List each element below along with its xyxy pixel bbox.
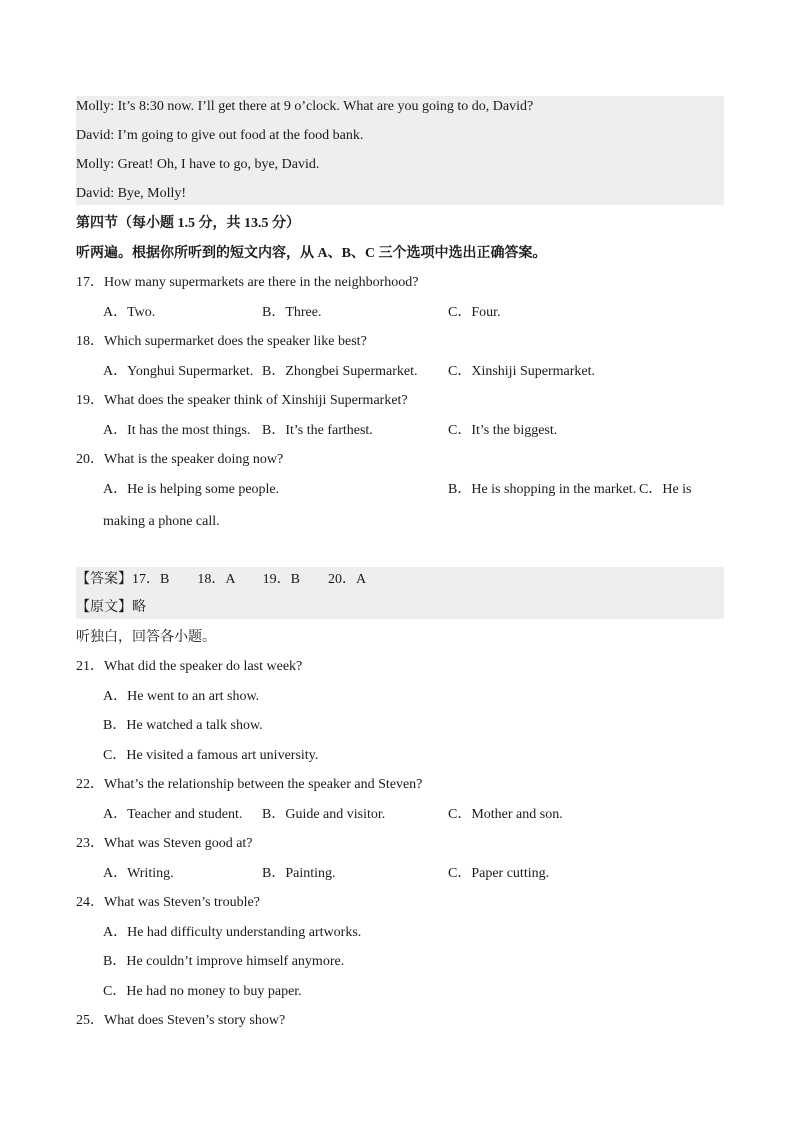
question-stem: 24．What was Steven’s trouble? bbox=[76, 895, 260, 910]
option-b: B．Zhongbei Supermarket. bbox=[262, 364, 418, 379]
option-b: B．He is shopping in the market. bbox=[448, 482, 637, 497]
option-c: C．It’s the biggest. bbox=[448, 423, 558, 438]
option-b: B．Three. bbox=[262, 305, 322, 320]
option-c: C．Xinshiji Supermarket. bbox=[448, 364, 595, 379]
question-stem: 19．What does the speaker think of Xinshiji Supermarket? bbox=[76, 393, 408, 408]
option-b: B．Painting. bbox=[262, 866, 336, 881]
option-a: A．He is helping some people. bbox=[103, 482, 280, 497]
question-stem: 21．What did the speaker do last week? bbox=[76, 659, 303, 674]
option-a: A．Writing. bbox=[103, 866, 174, 881]
dialogue-line: Molly: It’s 8:30 now. I’ll get there at 9 o’clock. What are you going to do, David? bbox=[76, 99, 534, 114]
option-a: A．It has the most things. bbox=[103, 423, 251, 438]
option-c: C．Mother and son. bbox=[448, 807, 563, 822]
section-heading: 第四节（每小题 1.5 分，共 13.5 分） bbox=[76, 216, 300, 231]
option-b: B．Guide and visitor. bbox=[262, 807, 386, 822]
option-c: C．Paper cutting. bbox=[448, 866, 550, 881]
option-a: A．He went to an art show. bbox=[103, 689, 260, 704]
option-a: A．Yonghui Supermarket. bbox=[103, 364, 254, 379]
option-b: B．It’s the farthest. bbox=[262, 423, 373, 438]
question-stem: 18．Which supermarket does the speaker like best? bbox=[76, 334, 367, 349]
question-stem: 22．What’s the relationship between the speaker and Steven? bbox=[76, 777, 423, 792]
option-c: C．He visited a famous art university. bbox=[103, 748, 319, 763]
dialogue-line: Molly: Great! Oh, I have to go, bye, David. bbox=[76, 157, 320, 172]
section-instruction: 听两遍。根据你所听到的短文内容，从 A、B、C 三个选项中选出正确答案。 bbox=[76, 246, 547, 261]
monologue-intro: 听独白，回答各小题。 bbox=[76, 630, 216, 645]
option-c: C．Four. bbox=[448, 305, 501, 320]
original-text-line: 【原文】略 bbox=[76, 600, 146, 615]
question-stem: 20．What is the speaker doing now? bbox=[76, 452, 284, 467]
option-b: B．He watched a talk show. bbox=[103, 718, 263, 733]
question-stem: 17．How many supermarkets are there in the neighborhood? bbox=[76, 275, 419, 290]
question-stem: 25．What does Steven’s story show? bbox=[76, 1013, 286, 1028]
option-a: A．Two. bbox=[103, 305, 156, 320]
dialogue-line: David: Bye, Molly! bbox=[76, 186, 187, 201]
dialogue-line: David: I’m going to give out food at the food bank. bbox=[76, 128, 364, 143]
option-a: A．He had difficulty understanding artworks. bbox=[103, 925, 362, 940]
option-c-continuation: making a phone call. bbox=[103, 514, 220, 529]
option-c: C．He is bbox=[639, 482, 692, 497]
option-c: C．He had no money to buy paper. bbox=[103, 984, 302, 999]
answer-line: 【答案】17．B 18．A 19．B 20．A bbox=[76, 572, 367, 587]
option-b: B．He couldn’t improve himself anymore. bbox=[103, 954, 345, 969]
option-a: A．Teacher and student. bbox=[103, 807, 243, 822]
question-stem: 23．What was Steven good at? bbox=[76, 836, 253, 851]
